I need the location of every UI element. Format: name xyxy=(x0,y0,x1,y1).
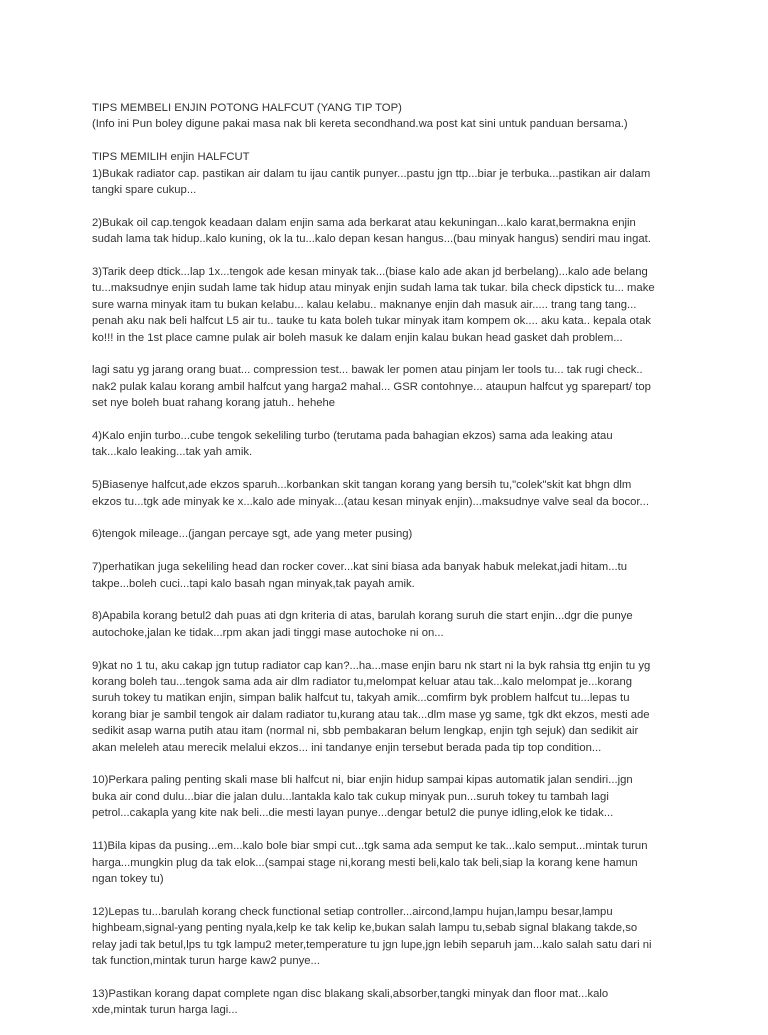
tip-line: sure warna minyak itam tu bukan kelabu... kalau kelabu.. maknanye enjin dah masuk air..... trang tang tang... xyxy=(92,298,637,311)
tip-line: 1)Bukak radiator cap. pastikan air dalam tu ijau cantik punyer...pastu jgn ttp...biar je terbuka...pastikan air dalam xyxy=(92,167,651,180)
tip-line: 7)perhatikan juga sekeliling head dan rocker cover...kat sini biasa ada banyak habuk melekat,jadi hitam...tu xyxy=(92,561,628,574)
document-page xyxy=(92,100,682,1035)
tip-paragraph xyxy=(92,166,682,199)
tip-line: 3)Tarik deep dtick...lap 1x...tengok ade kesan minyak tak...(biase kalo ade akan jd berbelang)...kalo ade belang xyxy=(92,266,648,279)
tip-line: tak...kalo leaking...tak yah amik. xyxy=(92,446,253,459)
tip-line: 13)Pastikan korang dapat complete ngan disc blakang skali,absorber,tangki minyak dan floor mat...kalo xyxy=(92,987,609,1000)
tip-line: 10)Perkara paling penting skali mase bli halfcut ni, biar enjin hidup sampai kipas automatik jalan sendiri...jgn xyxy=(92,774,633,787)
tip-line: suruh tokey tu matikan enjin, simpan balik halfcut tu, takyah amik...comfirm byk problem halfcut tu...lepas tu xyxy=(92,692,630,705)
tip-line: tu...maksudnye enjin sudah lame tak hidup atau minyak enjin sudah lama tak tukar. bila check dipstick tu... make xyxy=(92,282,655,295)
tip-paragraph xyxy=(92,986,682,1019)
tip-paragraph xyxy=(92,526,682,542)
tip-line: 9)kat no 1 tu, aku cakap jgn tutup radiator cap kan?...ha...mase enjin baru nk start ni la byk rahsia ttg enjin tu yg xyxy=(92,659,651,672)
tip-line: ekzos tu...tgk ade minyak ke x...kalo ade minyak...(atau kesan minyak enjin)...maksudnye valve seal da bocor... xyxy=(92,495,649,508)
tip-paragraph xyxy=(92,428,682,461)
tip-line: 5)Biasenye halfcut,ade ekzos sparuh...korbankan skit tangan korang yang bersih tu,"colek"skit kat bhgn dlm xyxy=(92,479,632,492)
tip-line: takpe...boleh cuci...tapi kalo basah ngan minyak,tak payah amik. xyxy=(92,577,415,590)
tips-section xyxy=(92,149,682,165)
tip-line: petrol...cakapla yang kite nak beli...die mesti layan punye...dengar betul2 die punye idling,elok ke tidak... xyxy=(92,807,614,820)
tip-line: buka air cond dulu...biar die jalan dulu...lantakla kalo tak cukup minyak pun...suruh tokey tu tambah lagi xyxy=(92,790,609,803)
tip-line: sudah lama tak hidup..kalo kuning, ok la tu...kalo depan kesan hangus...(bau minyak hangus) sendiri mau ingat. xyxy=(92,233,651,246)
tip-line: 11)Bila kipas da pusing...em...kalo bole biar smpi cut...tgk sama ada semput ke tak...kalo semput...mintak turun xyxy=(92,840,648,853)
tip-line: akan meleleh atau merecik melalui ekzos... ini tandanye enjin tersebut berada pada tip top condition... xyxy=(92,741,602,754)
tip-paragraph xyxy=(92,362,682,411)
tip-paragraph xyxy=(92,658,682,756)
tip-paragraph xyxy=(92,608,682,641)
tip-line: korang biar je sambil tengok air dalam radiator tu,kurang atau tak...dlm mase yg same, tgk dkt ekzos, mesti ade xyxy=(92,708,650,721)
tip-paragraph xyxy=(92,559,682,592)
tip-line: sedikit asap warna putih atau itam (normal ni, sbb pembakaran belum lengkap, enjin tgh sejuk) dan sedikit air xyxy=(92,725,639,738)
tip-line: relay jadi tak betul,lps tu tgk lampu2 meter,temperature tu jgn lupe,jgn lebih separuh jam...kalo salah satu dari ni xyxy=(92,938,652,951)
tip-paragraph xyxy=(92,477,682,510)
tip-paragraph xyxy=(92,838,682,887)
tip-line: ko!!! in the 1st place camne pulak air boleh masuk ke dalam enjin kalau bukan head gasket dah problem... xyxy=(92,331,623,344)
tip-line: ngan tokey tu) xyxy=(92,872,164,885)
tip-line: harga...mungkin plug da tak elok...(sampai stage ni,korang mesti beli,kalo tak beli,siap la korang kene hamun xyxy=(92,856,638,869)
tip-line: korang boleh tau...tengok sama ada air dlm radiator tu,melompat keluar atau tak...kalo melompat je...korang xyxy=(92,676,633,689)
tip-paragraph xyxy=(92,264,682,346)
document-title: TIPS MEMBELI ENJIN POTONG HALFCUT (YANG TIP TOP) xyxy=(92,102,402,114)
document-intro: (Info ini Pun boley digune pakai masa nak bli kereta secondhand.wa post kat sini untuk panduan bersama.) xyxy=(92,118,628,131)
tip-line: nak2 pulak kalau korang ambil halfcut yang harga2 mahal... GSR contohnye... ataupun halfcut yg sparepart/ top xyxy=(92,380,651,393)
tip-line: 2)Bukak oil cap.tengok keadaan dalam enjin sama ada berkarat atau kekuningan...kalo karat,bermakna enjin xyxy=(92,216,636,229)
tip-line: set nye boleh buat rahang korang jatuh.. hehehe xyxy=(92,397,336,410)
tip-line: 12)Lepas tu...barulah korang check functional setiap controller...aircond,lampu hujan,lampu besar,lampu xyxy=(92,905,613,918)
tip-line: 4)Kalo enjin turbo...cube tengok sekeliling turbo (terutama pada bahagian ekzos) sama ada leaking atau xyxy=(92,430,613,443)
tip-line: 8)Apabila korang betul2 dah puas ati dgn kriteria di atas, barulah korang suruh die start enjin...dgr die punye xyxy=(92,610,633,623)
tip-line: xde,mintak turun harga lagi... xyxy=(92,1004,238,1017)
tip-paragraph xyxy=(92,904,682,970)
tip-line: lagi satu yg jarang orang buat... compression test... bawak ler pomen atau pinjam ler tools tu... tak rugi check.. xyxy=(92,364,643,377)
document-header xyxy=(92,100,682,133)
tip-line: autochoke,jalan ke tidak...rpm akan jadi tinggi mase autochoke ni on... xyxy=(92,626,444,639)
tip-line: highbeam,signal-yang penting nyala,kelp ke tak kelip ke,bukan salah lampu tu,sebab signal blakang takde,so xyxy=(92,922,638,935)
tips-list xyxy=(92,166,682,1019)
section-subtitle: TIPS MEMILIH enjin HALFCUT xyxy=(92,151,250,164)
tip-line: tak function,mintak turun harge kaw2 punye... xyxy=(92,954,320,967)
tip-paragraph xyxy=(92,215,682,248)
tip-line: penah aku nak beli halfcut L5 air tu.. tauke tu kata boleh tukar minyak itam kompem ok.... aku kata.. kepala otak xyxy=(92,315,651,328)
tip-line: tangki spare cukup... xyxy=(92,184,197,197)
tip-line: 6)tengok mileage...(jangan percaye sgt, ade yang meter pusing) xyxy=(92,528,413,541)
tip-paragraph xyxy=(92,772,682,821)
